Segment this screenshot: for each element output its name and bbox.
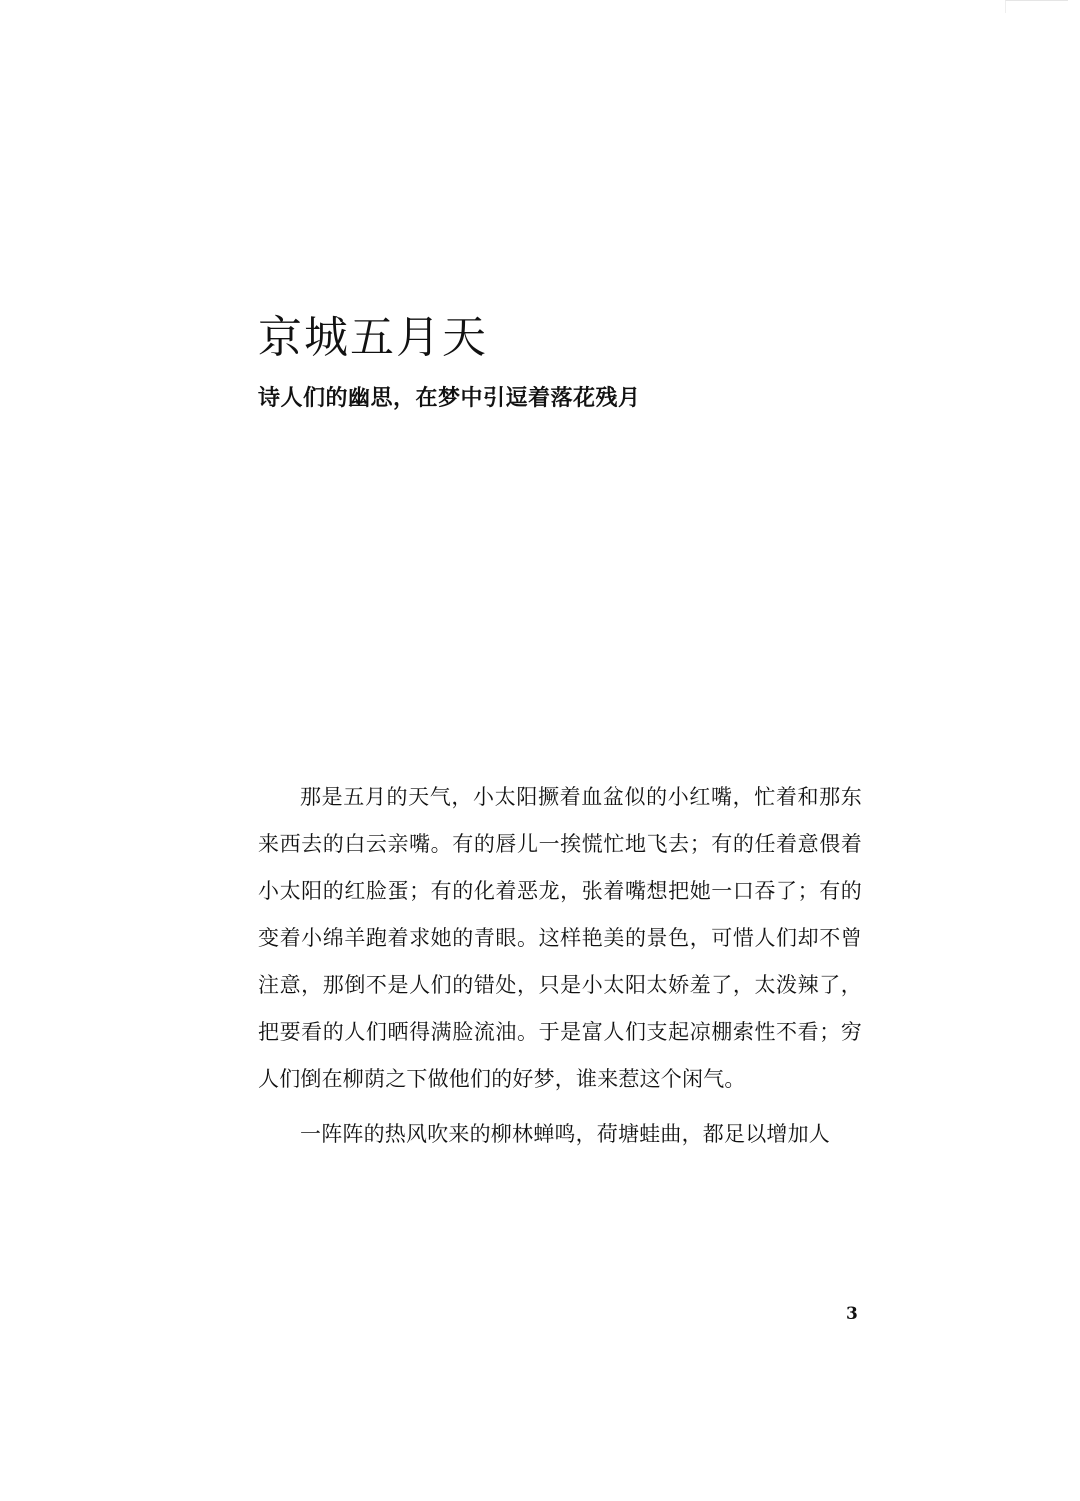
scan-corner-mark [1005,0,1068,13]
page-number: 3 [846,1304,858,1324]
body-paragraph: 那是五月的天气，小太阳撅着血盆似的小红嘴，忙着和那东来西去的白云亲嘴。有的唇儿一挨慌忙地飞去；有的任着意偎着小太阳的红脸蛋；有的化着恶龙，张着嘴想把她一口吞了；有的变着小绵羊跑着求她的青眼。这样艳美的景色，可惜人们却不曾注意，那倒不是人们的错处，只是小太阳太娇羞了，太泼辣了，把要看的人们晒得满脸流油。于是富人们支起凉棚索性不看；穷人们倒在柳荫之下做他们的好梦，谁来惹这个闲气。 [258,785,862,1091]
body-paragraph: 一阵阵的热风吹来的柳林蝉鸣，荷塘蛙曲，都足以增加人 [300,1122,830,1146]
body-text [258,774,862,1158]
chapter-subtitle: 诗人们的幽思，在梦中引逗着落花残月 [258,386,641,411]
chapter-title: 京城五月天 [258,312,488,363]
